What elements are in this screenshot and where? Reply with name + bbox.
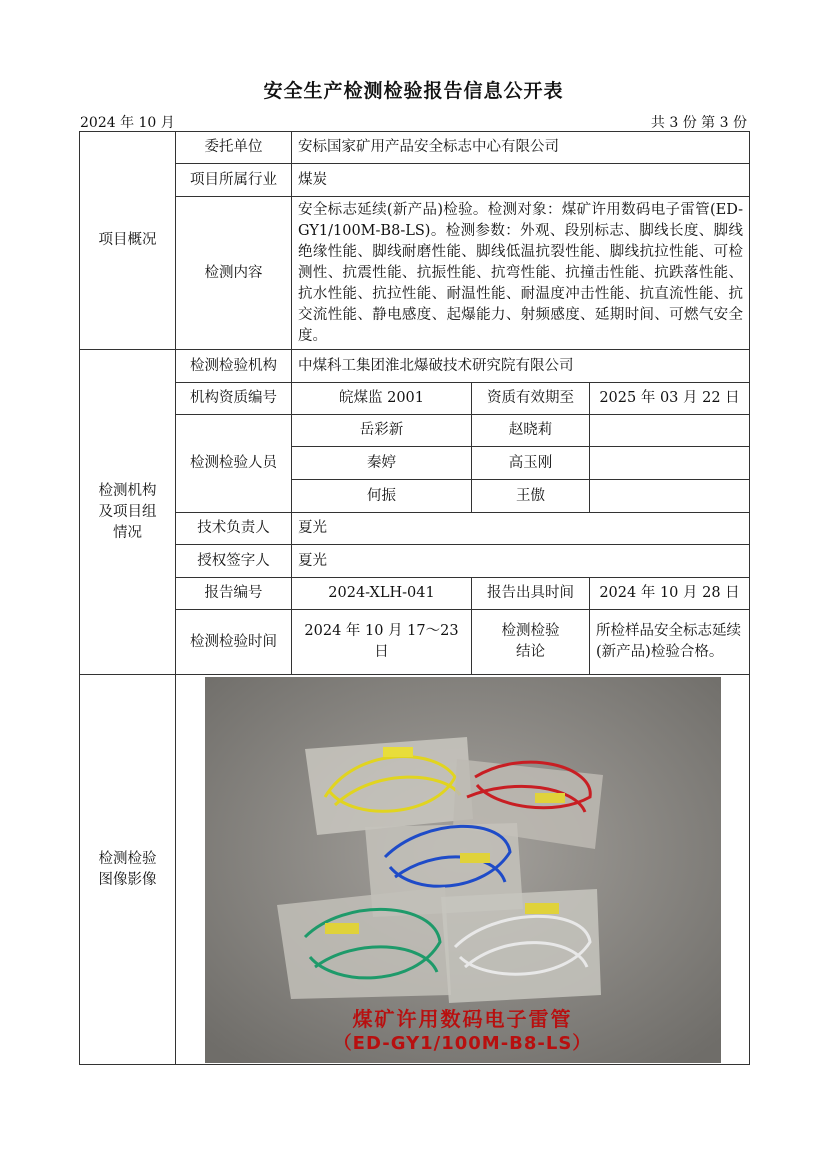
report-table [79,131,750,1065]
org-value: 中煤科工集团淮北爆破技术研究院有限公司 [292,350,750,383]
industry-value: 煤炭 [292,164,750,197]
staff-label: 检测检验人员 [176,415,292,513]
staff-empty-cell [590,415,750,447]
report-date: 2024 年 10 月 [80,115,175,131]
test-period-label: 检测检验时间 [176,610,292,675]
report-number-value: 2024-XLH-041 [292,578,472,610]
issue-date-value: 2024 年 10 月 28 日 [590,578,750,610]
staff-name: 秦婷 [292,447,472,480]
tech-lead-label: 技术负责人 [176,513,292,545]
validity-label: 资质有效期至 [472,383,590,415]
photo-cell [176,675,750,1065]
content-value: 安全标志延续(新产品)检验。检测对象：煤矿许用数码电子雷管(ED-GY1/100M-B8-LS)。检测参数：外观、段别标志、脚线长度、脚线绝缘性能、脚线耐磨性能、脚线低温抗裂性能、脚线抗拉性能、可检测性、抗震性能、抗振性能、抗弯性能、抗撞击性能、抗跌落性能、抗水性能、抗拉性能、耐温性能、耐温度冲击性能、抗直流性能、抗交流性能、静电感度、起爆能力、射频感度、延期时间、可燃气安全度。 [292,197,750,350]
report-number-label: 报告编号 [176,578,292,610]
signatory-label: 授权签字人 [176,545,292,578]
validity-value: 2025 年 03 月 22 日 [590,383,750,415]
qualification-value: 皖煤监 2001 [292,383,472,415]
client-value: 安标国家矿用产品安全标志中心有限公司 [292,132,750,164]
staff-name: 赵晓莉 [472,415,590,447]
section-institution: 检测机构 及项目组 情况 [80,350,176,675]
copy-count: 共 3 份 第 3 份 [650,115,747,131]
test-period-value: 2024 年 10 月 17～23 日 [292,610,472,675]
tech-lead-value: 夏光 [292,513,750,545]
detonator-bags-illustration [205,677,721,1063]
staff-name: 高玉刚 [472,447,590,480]
bag-green [277,887,451,999]
staff-empty-cell [590,480,750,513]
bag-yellow [305,737,473,835]
conclusion-value: 所检样品安全标志延续(新产品)检验合格。 [590,610,750,675]
product-photo [205,677,721,1063]
industry-label: 项目所属行业 [176,164,292,197]
issue-date-label: 报告出具时间 [472,578,590,610]
bag-white [441,889,601,1003]
staff-empty-cell [590,447,750,480]
page-title: 安全生产检测检验报告信息公开表 [263,80,564,102]
photo-caption-model: （ED-GY1/100M-B8-LS） [333,1032,592,1054]
staff-name: 岳彩新 [292,415,472,447]
photo-caption-title: 煤矿许用数码电子雷管 [352,1006,573,1031]
staff-name: 王傲 [472,480,590,513]
staff-name: 何振 [292,480,472,513]
qualification-label: 机构资质编号 [176,383,292,415]
section-overview: 项目概况 [80,132,176,350]
org-label: 检测检验机构 [176,350,292,383]
client-label: 委托单位 [176,132,292,164]
section-images: 检测检验 图像影像 [80,675,176,1065]
content-label: 检测内容 [176,197,292,350]
conclusion-label: 检测检验 结论 [472,610,590,675]
signatory-value: 夏光 [292,545,750,578]
